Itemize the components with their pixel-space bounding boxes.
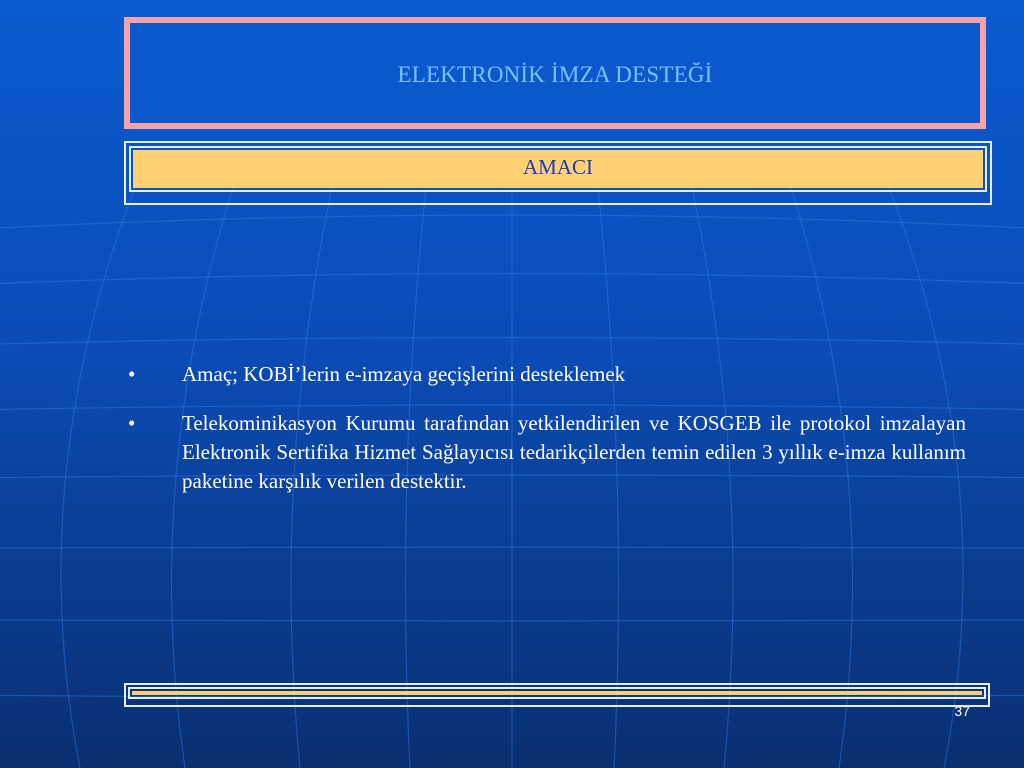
- bullet-marker: •: [128, 362, 136, 386]
- bullet-marker: •: [128, 411, 136, 435]
- section-header-label: AMACI: [522, 154, 593, 179]
- title-box: [124, 17, 986, 129]
- list-item: [128, 409, 966, 496]
- slide-title: ELEKTRONİK İMZA DESTEĞİ: [397, 62, 713, 87]
- bullet-text: Amaç; KOBİ’lerin e-imzaya geçişlerini desteklemek: [182, 362, 626, 386]
- list-item: [128, 360, 966, 389]
- section-header-bar: [133, 150, 983, 188]
- bullet-text: Telekominikasyon Kurumu tarafından yetkilendirilen ve KOSGEB ile protokol imzalayan Elektronik Sertifika Hizmet Sağlayıcısı tedarikçilerden temin edilen 3 yıllık e-imza kullanım paketine karşılık verilen destektir.: [182, 411, 966, 493]
- footer-bar: [132, 691, 982, 695]
- bullet-list: [128, 360, 966, 516]
- section-header-frame: [124, 141, 992, 205]
- footer-bar-frame: [124, 683, 990, 707]
- section-header-inner-border: [129, 146, 987, 192]
- footer-bar-inner-border: [128, 687, 986, 699]
- page-number: 37: [954, 703, 970, 719]
